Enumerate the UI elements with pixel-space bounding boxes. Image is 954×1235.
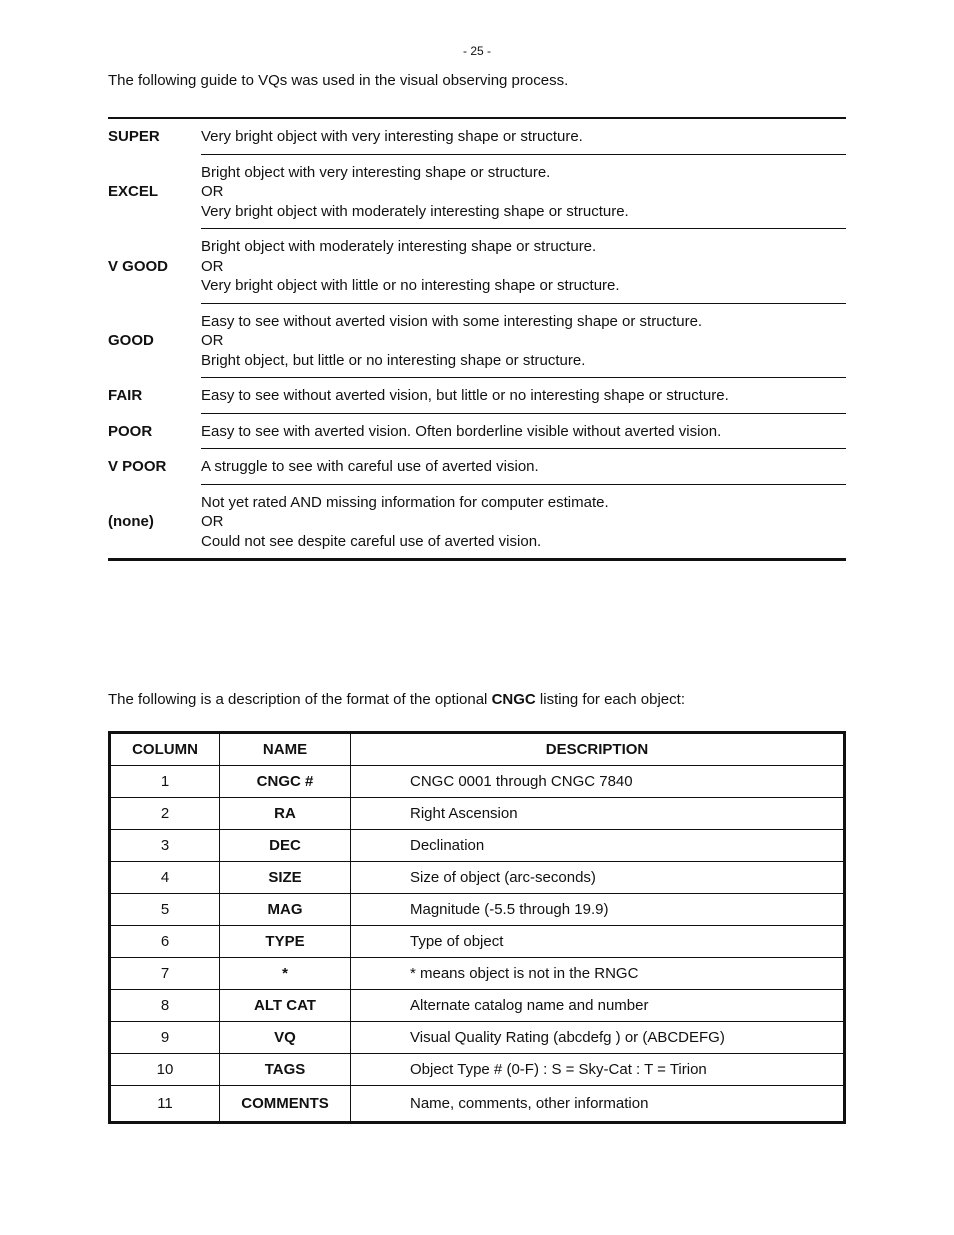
vq-description — [201, 119, 846, 155]
cell-name: CNGC # — [220, 766, 351, 798]
vq-row — [108, 378, 846, 414]
cell-name: TYPE — [220, 926, 351, 958]
cell-description: Type of object — [351, 926, 845, 958]
vq-guide-table — [108, 117, 846, 561]
vq-description — [201, 229, 846, 304]
vq-description — [201, 304, 846, 379]
vq-description-line: OR — [201, 183, 224, 200]
table-row — [110, 798, 845, 830]
header-column: COLUMN — [110, 733, 220, 766]
vq-description-line: OR — [201, 257, 224, 275]
cell-description: Declination — [351, 830, 845, 862]
cell-name: RA — [220, 798, 351, 830]
table-row — [110, 1086, 845, 1123]
cell-description: Magnitude (-5.5 through 19.9) — [351, 894, 845, 926]
cell-description: Visual Quality Rating (abcdefg ) or (ABCDEFG) — [351, 1022, 845, 1054]
table-row — [110, 990, 845, 1022]
cell-column: 7 — [110, 958, 220, 990]
header-name: NAME — [220, 733, 351, 766]
vq-description-line: A struggle to see with careful use of averted vision. — [201, 458, 539, 475]
vq-description-line: Very bright object with moderately interesting shape or structure. — [201, 202, 629, 220]
cell-name: TAGS — [220, 1054, 351, 1086]
vq-description-line: OR — [201, 332, 224, 349]
cell-description: Right Ascension — [351, 798, 845, 830]
cngc-intro-before: The following is a description of the format of the optional — [108, 691, 492, 708]
cell-name: COMMENTS — [220, 1086, 351, 1123]
vq-description-line: Easy to see without averted vision with some interesting shape or structure. — [201, 312, 703, 330]
vq-description — [201, 449, 846, 485]
cell-column: 11 — [110, 1086, 220, 1123]
vq-label: SUPER — [108, 128, 160, 146]
cell-column: 10 — [110, 1054, 220, 1086]
table-header-row — [110, 733, 845, 766]
cell-column: 2 — [110, 798, 220, 830]
vq-description-line: Easy to see without averted vision, but little or no interesting shape or structure. — [201, 387, 729, 404]
cell-name: MAG — [220, 894, 351, 926]
vq-label: V GOOD — [108, 257, 169, 275]
vq-guide-intro: The following guide to VQs was used in the visual observing process. — [108, 72, 569, 89]
vq-description-line: OR — [201, 513, 224, 530]
table-row — [110, 766, 845, 798]
vq-description — [201, 414, 846, 450]
vq-description-line: Easy to see with averted vision. Often borderline visible without averted vision. — [201, 422, 722, 440]
cell-name: SIZE — [220, 862, 351, 894]
table-row — [110, 894, 845, 926]
cell-column: 4 — [110, 862, 220, 894]
table-row — [110, 830, 845, 862]
cell-name: VQ — [220, 1022, 351, 1054]
vq-label: V POOR — [108, 458, 167, 476]
vq-label: GOOD — [108, 332, 154, 350]
header-description: DESCRIPTION — [351, 733, 845, 766]
vq-row — [108, 304, 846, 379]
vq-description — [201, 485, 846, 559]
vq-description — [201, 378, 846, 414]
vq-label: (none) — [108, 512, 154, 530]
cell-name: DEC — [220, 830, 351, 862]
vq-description-line: Very bright object with very interesting shape or structure. — [201, 128, 583, 145]
vq-label: FAIR — [108, 387, 143, 405]
cell-description: Name, comments, other information — [351, 1086, 845, 1123]
table-row — [110, 958, 845, 990]
vq-description-line: Bright object with moderately interesting shape or structure. — [201, 238, 597, 255]
cell-column: 3 — [110, 830, 220, 862]
table-row — [110, 1022, 845, 1054]
cngc-intro-after: listing for each object: — [535, 691, 685, 708]
cngc-intro — [108, 691, 685, 708]
cell-name: ALT CAT — [220, 990, 351, 1022]
table-row — [110, 1054, 845, 1086]
vq-description — [201, 155, 846, 230]
cell-description: Object Type # (0-F) : S = Sky-Cat : T = Tirion — [351, 1054, 845, 1086]
vq-row — [108, 155, 846, 230]
cell-description: Size of object (arc-seconds) — [351, 862, 845, 894]
page-number: - 25 - — [462, 44, 491, 58]
cell-description: * means object is not in the RNGC — [351, 958, 845, 990]
cell-column: 5 — [110, 894, 220, 926]
vq-description-line: Not yet rated AND missing information for computer estimate. — [201, 493, 609, 511]
cngc-intro-bold: CNGC — [491, 691, 536, 708]
cell-column: 9 — [110, 1022, 220, 1054]
vq-row — [108, 449, 846, 485]
vq-label: EXCEL — [108, 183, 159, 201]
vq-description-line: Bright object, but little or no interesting shape or structure. — [201, 351, 586, 369]
cell-name: * — [220, 958, 351, 990]
vq-description-line: Could not see despite careful use of averted vision. — [201, 532, 542, 550]
vq-row — [108, 119, 846, 155]
cell-description: CNGC 0001 through CNGC 7840 — [351, 766, 845, 798]
table-row — [110, 926, 845, 958]
vq-row — [108, 229, 846, 304]
vq-description-line: Very bright object with little or no interesting shape or structure. — [201, 277, 620, 294]
cngc-format-table — [108, 731, 846, 1124]
cell-column: 6 — [110, 926, 220, 958]
vq-row — [108, 485, 846, 559]
vq-description-line: Bright object with very interesting shape or structure. — [201, 163, 551, 181]
cell-column: 1 — [110, 766, 220, 798]
vq-row — [108, 414, 846, 450]
vq-label: POOR — [108, 422, 153, 440]
cell-column: 8 — [110, 990, 220, 1022]
table-row — [110, 862, 845, 894]
cell-description: Alternate catalog name and number — [351, 990, 845, 1022]
